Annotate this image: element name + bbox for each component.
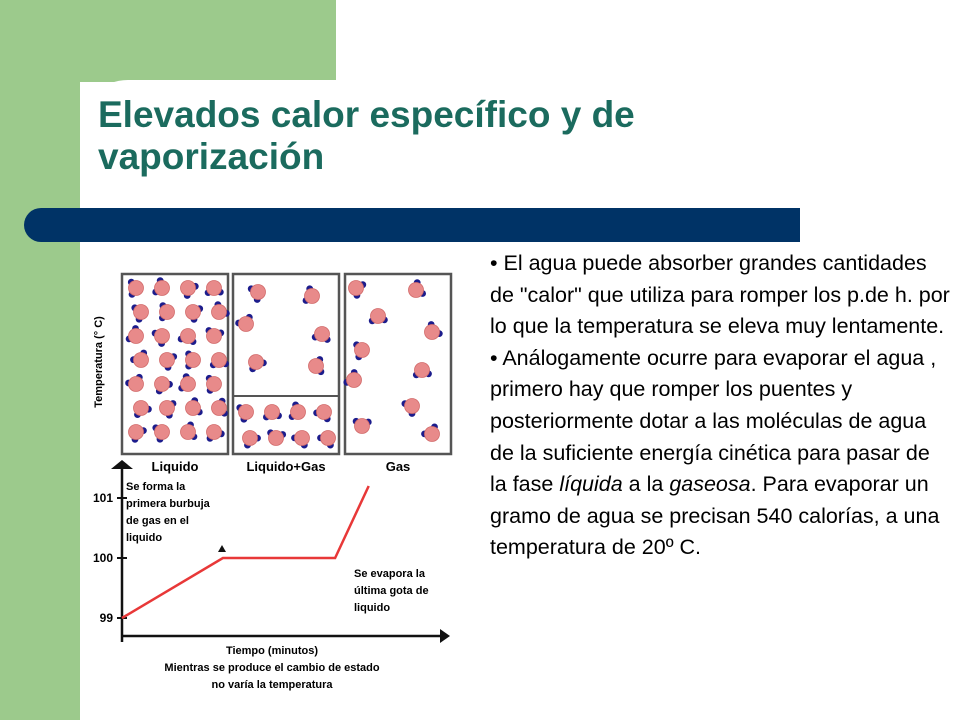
water-molecule (178, 329, 197, 346)
water-molecule (128, 279, 144, 298)
bullet-evaporation-text-a: • Análogamente ocurre para evaporar el agua , primero hay que romper los puentes y posteriormente dotar a las moléculas de agua de la suficiente energía cinética para pasar de la fase (490, 345, 937, 497)
water-molecules (125, 277, 443, 448)
annotation-last-drop: Se evapora la última gota de liquido (354, 568, 429, 614)
water-molecule (206, 375, 222, 394)
y-axis-label: Temperatura (° C) (93, 316, 105, 408)
bullet-evaporation-text-b: a la (622, 472, 670, 497)
water-molecule (130, 350, 148, 368)
y-tick-label: 99 (99, 611, 113, 625)
water-molecule (210, 353, 229, 369)
x-axis-arrow (440, 629, 450, 643)
y-tick-label: 101 (92, 491, 113, 505)
caption-line-1: Mientras se produce el cambio de estado (164, 662, 380, 674)
water-molecule (243, 431, 261, 449)
water-molecule (425, 321, 443, 339)
bubble-marker (218, 545, 226, 552)
water-molecule (369, 309, 388, 325)
water-molecule (206, 327, 225, 343)
water-molecule (212, 398, 228, 417)
water-molecule (181, 281, 199, 299)
water-molecule (249, 355, 267, 373)
title-divider-bar (24, 208, 800, 242)
water-molecule (263, 405, 282, 421)
water-molecule (186, 305, 204, 323)
water-molecule (312, 327, 331, 343)
water-molecule (409, 279, 427, 297)
water-molecule (349, 281, 367, 299)
water-molecule (402, 399, 420, 417)
phase-change-figure (86, 262, 466, 698)
water-molecule (155, 377, 173, 395)
water-molecule (235, 314, 253, 332)
water-molecule (291, 431, 309, 449)
water-molecule (289, 402, 306, 421)
water-molecule (178, 373, 195, 391)
water-molecule (126, 325, 144, 343)
water-molecule (125, 374, 143, 392)
water-molecule (129, 425, 147, 443)
liquid-gas-label: Liquido+Gas (246, 459, 326, 474)
water-molecule (159, 302, 175, 321)
water-molecule (236, 404, 253, 422)
y-axis-arrow (111, 460, 133, 469)
bullet-evaporation (490, 343, 952, 564)
water-molecule (181, 422, 198, 441)
water-molecule (421, 424, 439, 442)
water-molecule (152, 329, 170, 347)
water-molecule (152, 424, 169, 442)
water-molecule (131, 304, 148, 322)
bullet-absorb-heat: • El agua puede absorber grandes cantidades de "calor" que utiliza para romper los p.de h. por lo que la temperatura se eleva muy lentamente. (490, 251, 950, 339)
slide-title: Elevados calor específico y de vaporización (98, 94, 635, 177)
water-molecule (267, 429, 286, 445)
water-molecule (313, 405, 331, 423)
water-molecule (160, 400, 177, 419)
water-molecule (303, 285, 320, 304)
annotation-first-bubble: Se forma la primera burbuja de gas en el liquido (126, 481, 210, 544)
water-molecule (317, 431, 335, 449)
water-molecule (205, 281, 224, 297)
bullet-evaporation-gaseosa: gaseosa (669, 472, 751, 497)
gas-label: Gas (385, 459, 411, 474)
water-molecule (152, 277, 169, 295)
slide-body-text (490, 248, 952, 564)
caption-line-2: no varía la temperatura (211, 679, 333, 691)
water-molecule (160, 353, 178, 371)
bullet-evaporation-text-c: . Para evaporar un gramo de agua se precisan 540 calorías, a una temperatura de 20º C. (490, 472, 940, 560)
water-molecule (248, 285, 266, 303)
water-molecule (185, 351, 200, 370)
water-molecule (353, 341, 369, 360)
water-molecule (207, 425, 225, 442)
phase-change-svg (86, 262, 466, 698)
liquid-label: Liquido (151, 459, 199, 474)
y-tick-label: 100 (92, 551, 113, 565)
bullet-evaporation-liquida: líquida (559, 472, 623, 497)
water-molecule (309, 356, 325, 375)
green-side-band (0, 0, 80, 720)
water-molecule (353, 418, 372, 434)
x-axis-label: Tiempo (minutos) (225, 645, 319, 657)
water-molecule (413, 363, 432, 379)
water-molecule (134, 401, 152, 419)
water-molecule (186, 397, 203, 415)
